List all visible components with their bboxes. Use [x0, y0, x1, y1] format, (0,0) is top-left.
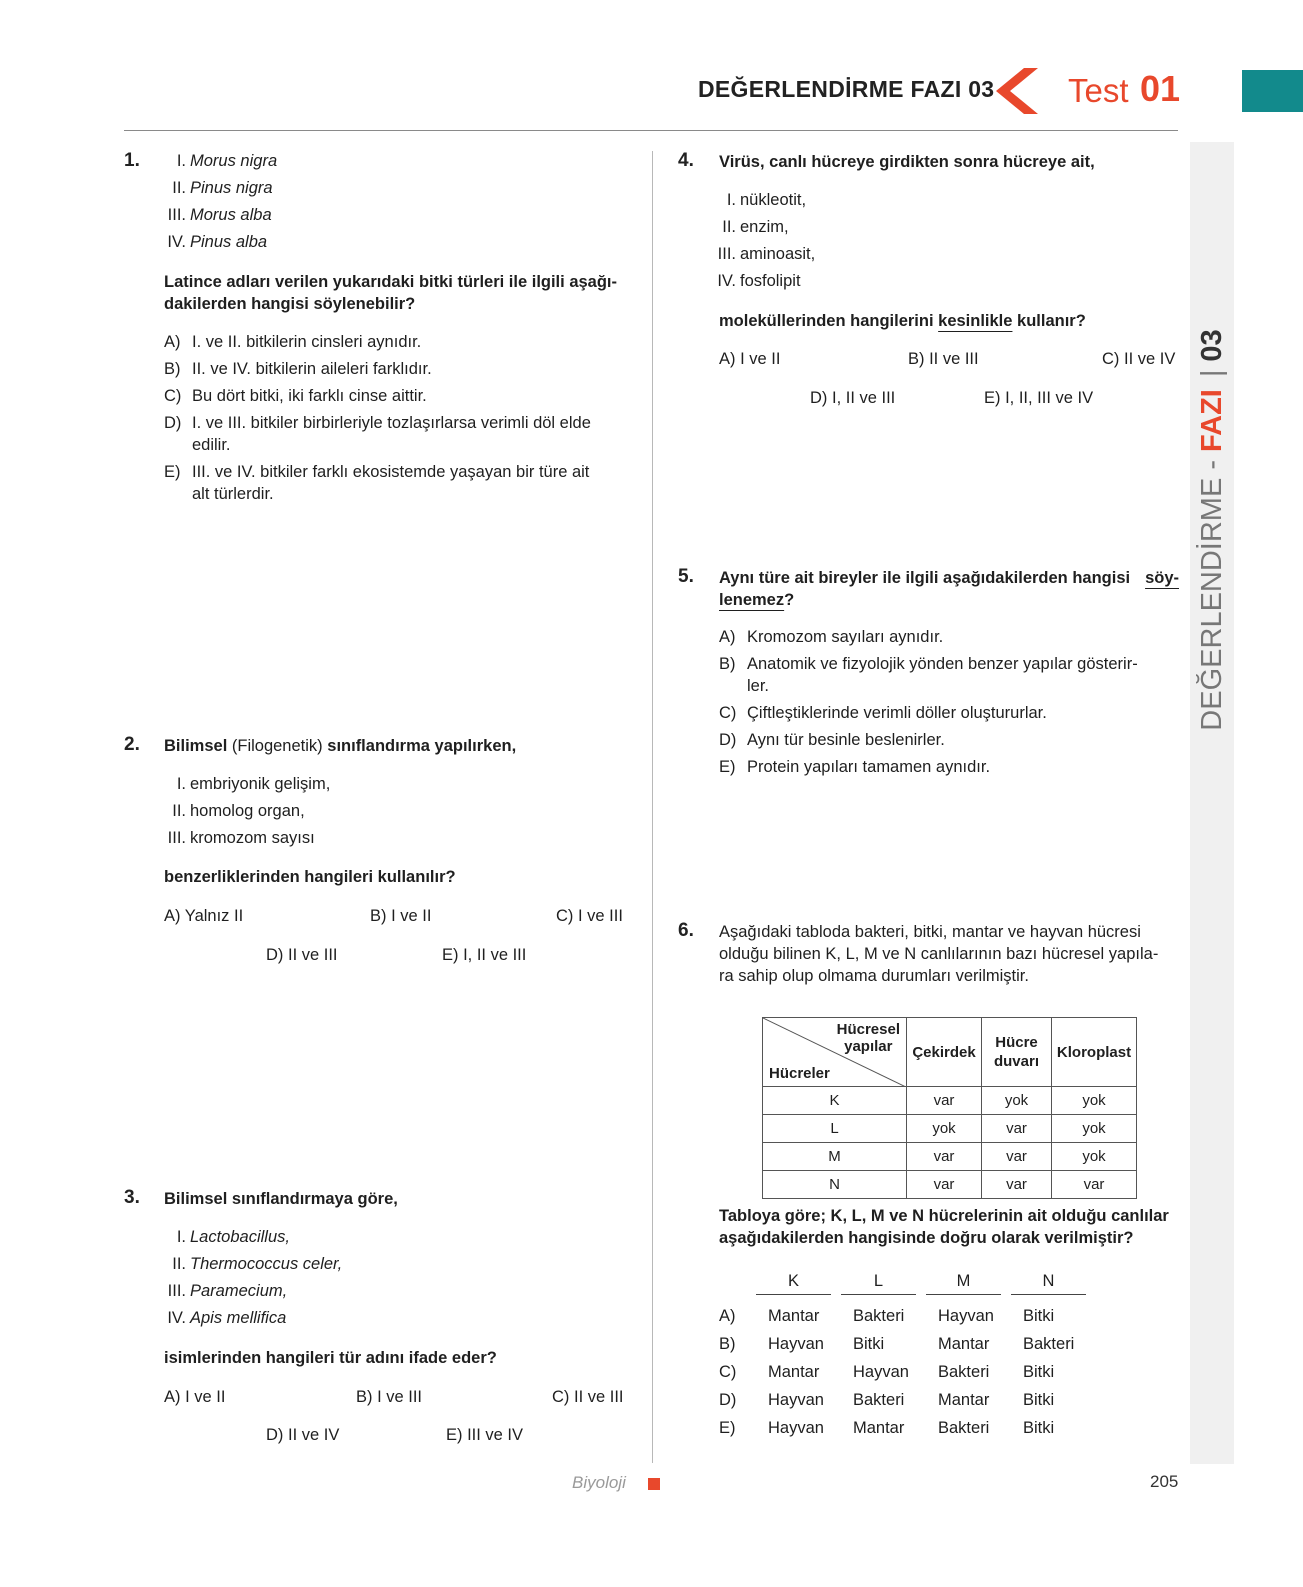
- corner-tab: [1242, 70, 1303, 112]
- q6-option-a[interactable]: A) Mantar Bakteri Hayvan Bitki: [719, 1307, 1055, 1325]
- table-row: M var var yok: [763, 1143, 1137, 1171]
- q3-item: Apis mellifica: [190, 1309, 287, 1327]
- footer-square-icon: [648, 1478, 660, 1490]
- column-divider: [652, 151, 653, 1463]
- q3-item: Lactobacillus,: [190, 1228, 290, 1246]
- table-row: L yok var yok: [763, 1115, 1137, 1143]
- q2-stem: Bilimsel (Filogenetik) sınıflandırma yapılırken,: [164, 737, 517, 755]
- test-number: 01: [1140, 68, 1181, 109]
- q3-option-a[interactable]: A) I ve II: [164, 1388, 226, 1406]
- q1-option-e[interactable]: E) III. ve IV. bitkiler farklı ekosistemde yaşayan bir türe ait alt türlerdir.: [164, 463, 590, 503]
- q6-question: Tabloya göre; K, L, M ve N hücrelerinin ait olduğu canlılar aşağıdakilerden hangisinde doğru olarak verilmiştir?: [719, 1207, 1169, 1247]
- q5-option-e[interactable]: E) Protein yapıları tamamen aynıdır.: [719, 758, 991, 776]
- q2-option-b[interactable]: B) I ve II: [370, 907, 432, 925]
- side-banner: [1190, 142, 1234, 1464]
- q2-item: kromozom sayısı: [190, 829, 315, 847]
- q3-option-b[interactable]: B) I ve III: [356, 1388, 423, 1406]
- q6-option-c[interactable]: C) Mantar Hayvan Bakteri Bitki: [719, 1363, 1055, 1381]
- q1-options: [164, 331, 634, 505]
- table-row: K var yok yok: [763, 1087, 1137, 1115]
- q5-option-d[interactable]: D) Aynı tür besinle beslenirler.: [719, 731, 945, 749]
- q6-stem: Aşağıdaki tabloda bakteri, bitki, mantar ve hayvan hücresi olduğu bilinen K, L, M ve N canlılarının bazı hücresel yapıla- ra sahip olup olmama durumları verilmiştir.: [719, 923, 1159, 985]
- q1-item: Pinus alba: [190, 233, 268, 251]
- table-row: N var var var: [763, 1171, 1137, 1199]
- q4-option-d[interactable]: D) I, II ve III: [810, 389, 896, 407]
- q2-item: embriyonik gelişim,: [190, 775, 331, 793]
- q3-option-e[interactable]: E) III ve IV: [446, 1426, 524, 1444]
- q1-items: I. Morus nigra II. Pinus nigra III. Morus alba IV. Pinus alba: [167, 152, 278, 251]
- q5-number: 5.: [678, 566, 694, 587]
- chevron-left-icon: [994, 68, 1038, 114]
- side-number: 03: [1195, 329, 1228, 362]
- q6-option-b[interactable]: B) Hayvan Bitki Mantar Bakteri: [719, 1335, 1075, 1353]
- q4-item: aminoasit,: [740, 245, 816, 263]
- q5-options: [719, 626, 1181, 778]
- q5-stem: Aynı türe ait bireyler ile ilgili aşağıdakilerden hangisi söy- lenemez?: [719, 569, 1179, 609]
- q6-number: 6.: [678, 920, 694, 941]
- q4-option-e[interactable]: E) I, II, III ve IV: [984, 389, 1094, 407]
- q3-item: Thermococcus celer,: [190, 1255, 343, 1273]
- q4-number: 4.: [678, 150, 694, 171]
- q1-item: Morus alba: [190, 206, 272, 224]
- q2-option-d[interactable]: D) II ve III: [266, 946, 338, 964]
- q5-option-a[interactable]: A) Kromozom sayıları aynıdır.: [719, 628, 944, 646]
- side-banner-text: [1192, 180, 1232, 880]
- q4-item: fosfolipit: [740, 272, 801, 290]
- side-divider: |: [1195, 369, 1228, 378]
- q2-item: homolog organ,: [190, 802, 305, 820]
- cell-structure-table: [762, 1017, 1137, 1199]
- q4-item: enzim,: [740, 218, 789, 236]
- q1-item: Morus nigra: [190, 152, 278, 170]
- q1-option-a[interactable]: A) I. ve II. bitkilerin cinsleri aynıdır.: [164, 333, 422, 351]
- q1-option-b[interactable]: B) II. ve IV. bitkilerin aileleri farklıdır.: [164, 360, 432, 378]
- q1-stem: Latince adları verilen yukarıdaki bitki türleri ile ilgili aşağı- dakilerden hangisi söylenebilir?: [164, 273, 618, 313]
- q2-items: I. embriyonik gelişim, II. homolog organ, III. kromozom sayısı: [167, 775, 331, 847]
- col-header-nucleus: Çekirdek: [907, 1018, 982, 1087]
- q5-option-b[interactable]: B) Anatomik ve fizyolojik yönden benzer yapılar gösterir- ler.: [719, 655, 1138, 695]
- page-number: 205: [1150, 1472, 1179, 1491]
- q3-option-c[interactable]: C) II ve III: [552, 1388, 624, 1406]
- q2-option-c[interactable]: C) I ve III: [556, 907, 623, 925]
- col-header-cell-wall: Hücre duvarı: [982, 1018, 1052, 1087]
- q4-option-b[interactable]: B) II ve III: [908, 350, 979, 368]
- side-prefix: DEĞERLENDİRME -: [1195, 459, 1228, 731]
- q2-question: benzerliklerinden hangileri kullanılır?: [164, 868, 456, 886]
- q1-item: Pinus nigra: [190, 179, 273, 197]
- q4-stem: Virüs, canlı hücreye girdikten sonra hücreye ait,: [719, 153, 1095, 171]
- header-divider: [124, 130, 1178, 131]
- q1-option-d[interactable]: D) I. ve III. bitkiler birbirleriyle tozlaşırlarsa verimli döl elde edilir.: [164, 414, 591, 454]
- q3-item: Paramecium,: [190, 1282, 288, 1300]
- page-title: DEĞERLENDİRME FAZI 03: [698, 76, 995, 102]
- q2-option-e[interactable]: E) I, II ve III: [442, 946, 527, 964]
- q3-option-d[interactable]: D) II ve IV: [266, 1426, 340, 1444]
- q6-option-d[interactable]: D) Hayvan Bakteri Mantar Bitki: [719, 1391, 1055, 1409]
- q5-option-c[interactable]: C) Çiftleştiklerinde verimli döller oluştururlar.: [719, 704, 1047, 722]
- q4-emphasis: kesinlikle: [938, 312, 1013, 330]
- col-header-chloroplast: Kloroplast: [1052, 1018, 1137, 1087]
- q4-item: nükleotit,: [740, 191, 807, 209]
- q2-number: 2.: [124, 734, 140, 755]
- q6-answer-grid: K L M N A) Mantar Bakteri Hayvan Bitki B) Hayvan Bitki Mantar Bakteri C) Mantar Hayvan Bakteri Bitki D) Hayvan Bakteri Mantar Bitki E) Hayvan Mantar Bakteri Bitki: [719, 1270, 1099, 1445]
- q4-items: I. nükleotit, II. enzim, III. aminoasit, IV. fosfolipit: [717, 191, 816, 290]
- q4-question: moleküllerinden hangilerini kesinlikle kullanır?: [719, 312, 1086, 330]
- q1-number: 1.: [124, 150, 140, 171]
- test-label: Test: [1068, 72, 1129, 109]
- q3-stem: Bilimsel sınıflandırmaya göre,: [164, 1190, 398, 1208]
- q1-option-c[interactable]: C) Bu dört bitki, iki farklı cinse aittir.: [164, 387, 427, 405]
- q6-option-e[interactable]: E) Hayvan Mantar Bakteri Bitki: [719, 1419, 1055, 1437]
- footer-subject: Biyoloji: [572, 1473, 626, 1492]
- side-fazi: FAZI: [1195, 389, 1228, 452]
- table-corner-cell: Hücresel yapılar Hücreler: [763, 1018, 907, 1087]
- q2-option-a[interactable]: A) Yalnız II: [164, 907, 244, 925]
- q3-question: isimlerinden hangileri tür adını ifade eder?: [164, 1349, 497, 1367]
- q4-option-a[interactable]: A) I ve II: [719, 350, 781, 368]
- q3-items: I. Lactobacillus, II. Thermococcus celer, III. Paramecium, IV. Apis mellifica: [167, 1228, 343, 1327]
- q4-option-c[interactable]: C) II ve IV: [1102, 350, 1176, 368]
- q3-number: 3.: [124, 1187, 140, 1208]
